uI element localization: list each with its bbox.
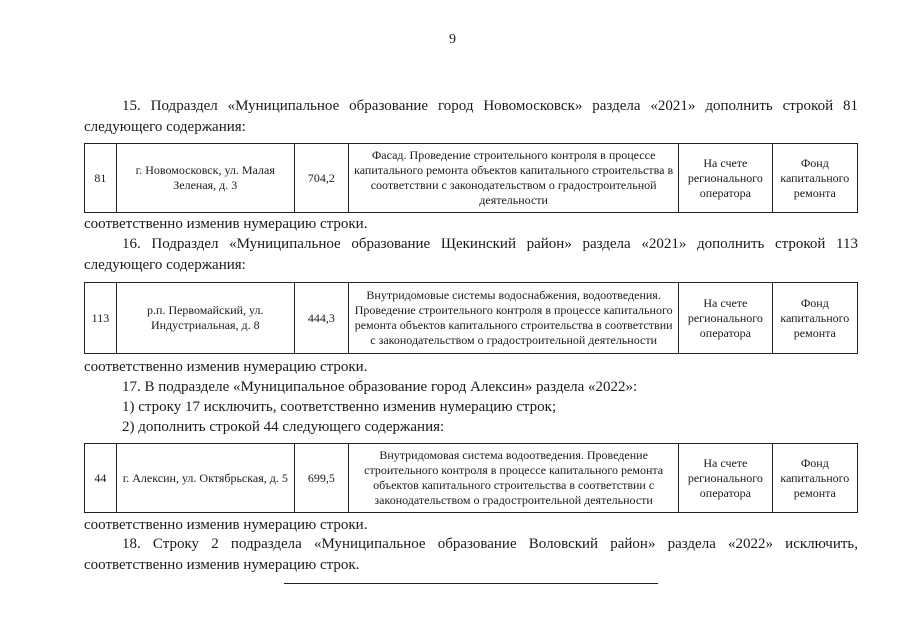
row-work-type: Внутридомовые системы водоснабжения, водоотведения. Проведение строительного контроля в процессе капитального ремонта объектов капитального строительства в соответствии с законодательством о градостроительной деятельности <box>349 283 679 354</box>
row-work-type: Фасад. Проведение строительного контроля в процессе капитального ремонта объектов капитального строительства в соответствии с законодательством о градостроительной деятельности <box>349 144 679 213</box>
item-17-text: 17. В подразделе «Муниципальное образование город Алексин» раздела «2022»: <box>122 379 638 395</box>
closing-rule <box>284 583 658 584</box>
row-payment-method: На счете регионального оператора <box>679 444 773 513</box>
row-work-type: Внутридомовая система водоотведения. Проведение строительного контроля в процессе капитального ремонта объектов капитального строительства в соответствии с законодательством о градостроительной деятельности <box>349 444 679 513</box>
item-18-text: 18. Строку 2 подраздела «Муниципальное образование Воловский район» раздела «2022» исключить, соответственно изменив нумерацию строк. <box>84 536 858 573</box>
table-row-81 <box>84 143 858 213</box>
item-17-subitem-2: 2) дополнить строкой 44 следующего содержания: <box>122 419 445 435</box>
row-cost: 444,3 <box>294 283 348 354</box>
item-15-text: 15. Подраздел «Муниципальное образование город Новомосковск» раздела «2021» дополнить строкой 81 следующего содержания: <box>84 98 858 135</box>
item-16-note: соответственно изменив нумерацию строки. <box>84 359 368 375</box>
item-17-subitem-1: 1) строку 17 исключить, соответственно изменив нумерацию строк; <box>122 399 557 415</box>
row-number: 113 <box>85 283 117 354</box>
row-number: 81 <box>85 144 117 213</box>
item-15-note: соответственно изменив нумерацию строки. <box>84 216 368 232</box>
row-payment-method: На счете регионального оператора <box>679 144 773 213</box>
item-17-note: соответственно изменив нумерацию строки. <box>84 517 368 533</box>
row-address: г. Новомосковск, ул. Малая Зеленая, д. 3 <box>116 144 294 213</box>
row-fund-source: Фонд капитального ремонта <box>772 444 857 513</box>
row-number: 44 <box>85 444 117 513</box>
row-cost: 699,5 <box>294 444 348 513</box>
row-fund-source: Фонд капитального ремонта <box>772 144 857 213</box>
row-address: р.п. Первомайский, ул. Индустриальная, д. 8 <box>116 283 294 354</box>
table-row-44 <box>84 443 858 513</box>
page-number: 9 <box>449 32 456 47</box>
row-fund-source: Фонд капитального ремонта <box>772 283 857 354</box>
table-row-113 <box>84 282 858 354</box>
item-16-text: 16. Подраздел «Муниципальное образование Щекинский район» раздела «2021» дополнить строкой 113 следующего содержания: <box>84 236 858 273</box>
row-payment-method: На счете регионального оператора <box>679 283 773 354</box>
row-address: г. Алексин, ул. Октябрьская, д. 5 <box>116 444 294 513</box>
row-cost: 704,2 <box>294 144 348 213</box>
